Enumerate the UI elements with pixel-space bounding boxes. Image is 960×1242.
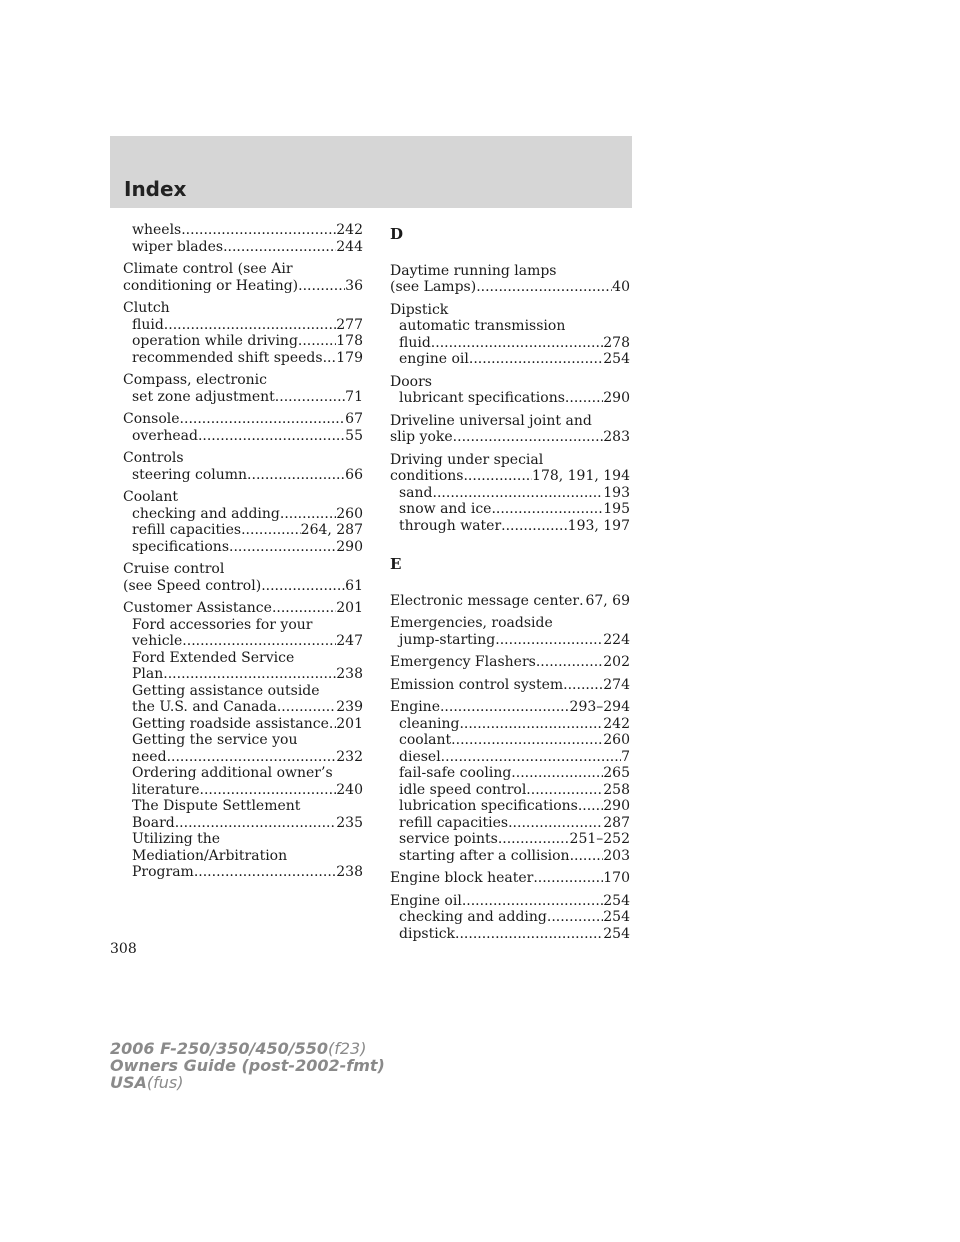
dot-leader bbox=[440, 699, 570, 716]
index-term: lubricant specifications bbox=[399, 390, 565, 406]
dot-leader bbox=[280, 506, 336, 523]
index-line bbox=[390, 677, 630, 694]
index-page-ref: 293–294 bbox=[569, 699, 630, 715]
page-number: 308 bbox=[110, 941, 137, 957]
index-line bbox=[390, 870, 630, 887]
index-page-ref: 287 bbox=[603, 814, 630, 831]
index-line bbox=[123, 222, 363, 239]
index-line bbox=[123, 522, 363, 539]
index-term: Getting the service you bbox=[132, 732, 298, 748]
index-line bbox=[390, 782, 630, 799]
index-page-ref: 258 bbox=[603, 781, 630, 798]
index-page-ref: 290 bbox=[336, 538, 363, 555]
index-line bbox=[123, 782, 363, 799]
index-line bbox=[390, 815, 630, 832]
index-line bbox=[123, 600, 363, 617]
dot-leader bbox=[453, 429, 604, 446]
index-line bbox=[390, 318, 630, 335]
index-entry bbox=[390, 593, 630, 610]
dot-leader bbox=[441, 749, 621, 766]
index-page-ref: 235 bbox=[336, 814, 363, 831]
index-entry bbox=[123, 411, 363, 444]
index-line bbox=[390, 335, 630, 352]
dot-leader bbox=[459, 716, 603, 733]
dot-leader bbox=[329, 716, 336, 733]
index-entry bbox=[123, 222, 363, 255]
index-line bbox=[390, 732, 630, 749]
index-term: Electronic message center bbox=[390, 592, 580, 609]
dot-leader bbox=[508, 815, 603, 832]
index-page-ref: 238 bbox=[336, 666, 363, 682]
index-line bbox=[390, 263, 630, 280]
index-page-ref: 203 bbox=[603, 847, 630, 864]
index-term: checking and adding bbox=[399, 909, 547, 925]
index-entry bbox=[123, 372, 363, 405]
index-page-ref: 277 bbox=[336, 316, 363, 333]
index-page-ref: 242 bbox=[603, 715, 630, 732]
index-entry bbox=[123, 489, 363, 555]
index-entry bbox=[390, 413, 630, 446]
index-term: Emergency Flashers bbox=[390, 654, 536, 670]
index-line bbox=[390, 501, 630, 518]
index-term: jump-starting bbox=[399, 631, 496, 648]
index-page-ref: 251–252 bbox=[569, 831, 630, 847]
index-line bbox=[123, 372, 363, 389]
index-page-ref: 201 bbox=[336, 600, 363, 616]
dot-leader bbox=[533, 870, 603, 887]
index-line bbox=[123, 239, 363, 256]
footer-guide: Owners Guide (post-2002-fmt) bbox=[110, 1056, 385, 1075]
index-line bbox=[123, 633, 363, 650]
index-term: wheels bbox=[132, 222, 182, 238]
index-page-ref: 244 bbox=[336, 238, 363, 255]
index-entry bbox=[390, 263, 630, 296]
index-entry bbox=[390, 870, 630, 887]
dot-leader bbox=[462, 893, 603, 910]
index-term: set zone adjustment bbox=[132, 388, 275, 405]
index-line bbox=[123, 798, 363, 815]
index-page-ref: 7 bbox=[621, 748, 630, 765]
dot-leader bbox=[261, 578, 345, 595]
index-page-ref: 178, 191, 194 bbox=[532, 468, 630, 484]
index-line bbox=[123, 617, 363, 634]
index-term: Emission control system bbox=[390, 676, 564, 693]
dot-leader bbox=[175, 815, 337, 832]
document-footer bbox=[110, 1040, 385, 1091]
index-term: through water bbox=[399, 517, 502, 534]
index-line bbox=[123, 333, 363, 350]
dot-leader bbox=[223, 239, 336, 256]
index-line bbox=[390, 926, 630, 943]
index-entry bbox=[123, 300, 363, 366]
index-line bbox=[123, 699, 363, 716]
index-page-ref: 247 bbox=[336, 633, 363, 649]
index-page-ref: 224 bbox=[603, 631, 630, 648]
index-page-ref: 193, 197 bbox=[567, 517, 630, 534]
index-term: Clutch bbox=[123, 300, 170, 316]
index-line bbox=[123, 450, 363, 467]
index-term: fluid bbox=[399, 334, 431, 351]
index-term: automatic transmission bbox=[399, 318, 566, 334]
dot-leader bbox=[563, 677, 603, 694]
dot-leader bbox=[200, 782, 337, 799]
index-term: Driving under special bbox=[390, 451, 544, 468]
index-line bbox=[123, 261, 363, 278]
index-term: Program bbox=[132, 864, 194, 880]
dot-leader bbox=[570, 848, 604, 865]
footer-model: 2006 F-250/350/450/550 bbox=[110, 1039, 328, 1058]
index-term: Plan bbox=[132, 666, 164, 682]
index-page-ref: 193 bbox=[603, 484, 630, 501]
index-entry bbox=[123, 450, 363, 483]
index-page-ref: 260 bbox=[336, 505, 363, 522]
index-column-right bbox=[390, 222, 630, 948]
index-entry bbox=[390, 677, 630, 694]
index-line bbox=[123, 716, 363, 733]
section-letter: E bbox=[390, 555, 402, 573]
index-line bbox=[123, 506, 363, 523]
dot-leader bbox=[451, 732, 603, 749]
index-term: conditions bbox=[390, 468, 464, 484]
index-page-ref: 55 bbox=[345, 427, 363, 444]
index-line bbox=[390, 452, 630, 469]
dot-leader bbox=[511, 765, 603, 782]
dot-leader bbox=[181, 222, 336, 239]
dot-leader bbox=[547, 909, 603, 926]
dot-leader bbox=[565, 390, 603, 407]
index-page-ref: 260 bbox=[603, 732, 630, 748]
index-term: Driveline universal joint and bbox=[390, 412, 592, 429]
dot-leader bbox=[272, 600, 336, 617]
index-line bbox=[390, 302, 630, 319]
index-line bbox=[390, 374, 630, 391]
index-line bbox=[123, 428, 363, 445]
index-page-ref: 66 bbox=[345, 466, 363, 483]
index-column-left bbox=[123, 222, 363, 887]
index-term: snow and ice bbox=[399, 501, 492, 517]
index-entry bbox=[390, 654, 630, 671]
index-line bbox=[123, 539, 363, 556]
index-line bbox=[390, 593, 630, 610]
index-page-ref: 242 bbox=[336, 222, 363, 238]
index-line bbox=[123, 278, 363, 295]
index-entry bbox=[123, 261, 363, 294]
index-page-ref: 179 bbox=[336, 349, 363, 366]
index-term: Console bbox=[123, 411, 180, 427]
index-page-ref: 170 bbox=[603, 870, 630, 886]
index-line bbox=[123, 389, 363, 406]
index-term: Getting assistance outside bbox=[132, 682, 320, 699]
dot-leader bbox=[469, 351, 603, 368]
index-page-ref: 201 bbox=[336, 715, 363, 732]
index-page-ref: 290 bbox=[603, 798, 630, 814]
dot-leader bbox=[298, 333, 336, 350]
index-term: Customer Assistance bbox=[123, 600, 272, 616]
index-term: lubrication specifications bbox=[399, 798, 578, 814]
index-line bbox=[390, 798, 630, 815]
index-entry bbox=[390, 615, 630, 648]
index-term: Ford Extended Service bbox=[132, 649, 295, 666]
index-term: Ford accessories for your bbox=[132, 616, 313, 633]
index-page-ref: 278 bbox=[603, 334, 630, 351]
index-term: starting after a collision bbox=[399, 847, 570, 864]
index-term: diesel bbox=[399, 748, 441, 765]
index-term: fail-safe cooling bbox=[399, 765, 512, 781]
dot-leader bbox=[578, 798, 603, 815]
dot-leader bbox=[463, 468, 532, 485]
dot-leader bbox=[495, 632, 603, 649]
index-line bbox=[123, 650, 363, 667]
dot-leader bbox=[182, 633, 336, 650]
index-entry bbox=[123, 561, 363, 594]
index-page-ref: 36 bbox=[345, 277, 363, 294]
index-entry bbox=[390, 302, 630, 368]
index-page-ref: 283 bbox=[603, 429, 630, 445]
index-line bbox=[123, 350, 363, 367]
index-line bbox=[390, 279, 630, 296]
index-term: Dipstick bbox=[390, 301, 449, 318]
dot-leader bbox=[526, 782, 603, 799]
index-line bbox=[390, 699, 630, 716]
index-line bbox=[390, 716, 630, 733]
index-line bbox=[390, 615, 630, 632]
index-term: Mediation/Arbitration bbox=[132, 847, 288, 864]
index-line bbox=[123, 300, 363, 317]
index-line bbox=[390, 518, 630, 535]
index-page-ref: 265 bbox=[603, 765, 630, 781]
dot-leader bbox=[167, 749, 337, 766]
index-line bbox=[390, 413, 630, 430]
index-term: Emergencies, roadside bbox=[390, 615, 553, 631]
index-term: Compass, electronic bbox=[123, 372, 267, 388]
index-term: recommended shift speeds bbox=[132, 349, 323, 366]
index-term: the U.S. and Canada bbox=[132, 699, 277, 715]
index-page-ref: 254 bbox=[603, 892, 630, 909]
index-page-ref: 40 bbox=[612, 279, 630, 295]
dot-leader bbox=[163, 666, 336, 683]
index-line bbox=[123, 749, 363, 766]
dot-leader bbox=[536, 654, 603, 671]
index-term: Cruise control bbox=[123, 561, 225, 577]
index-line bbox=[390, 831, 630, 848]
section-letter: D bbox=[390, 225, 404, 243]
index-line bbox=[123, 578, 363, 595]
index-line bbox=[390, 654, 630, 671]
index-term: vehicle bbox=[132, 633, 183, 649]
footer-line-model bbox=[110, 1040, 385, 1057]
index-term: checking and adding bbox=[132, 505, 280, 522]
index-term: Utilizing the bbox=[132, 831, 221, 847]
index-term: specifications bbox=[132, 538, 230, 555]
index-term: wiper blades bbox=[132, 238, 224, 255]
dot-leader bbox=[180, 411, 346, 428]
footer-region-code: (fus) bbox=[146, 1073, 184, 1092]
index-term: Daytime running lamps bbox=[390, 262, 557, 279]
index-term: Engine bbox=[390, 699, 440, 715]
index-page-ref: 254 bbox=[603, 925, 630, 942]
index-line bbox=[390, 390, 630, 407]
index-line bbox=[390, 468, 630, 485]
index-term: conditioning or Heating) bbox=[123, 277, 299, 294]
header-band bbox=[110, 136, 632, 208]
index-page-ref: 254 bbox=[603, 351, 630, 367]
index-line bbox=[123, 467, 363, 484]
index-term: (see Lamps) bbox=[390, 279, 477, 295]
index-term: The Dispute Settlement bbox=[132, 798, 301, 814]
index-line bbox=[123, 666, 363, 683]
index-line bbox=[390, 848, 630, 865]
index-term: coolant bbox=[399, 732, 452, 748]
index-term: Engine block heater bbox=[390, 870, 534, 886]
index-entry bbox=[390, 699, 630, 864]
dot-leader bbox=[431, 335, 603, 352]
index-term: sand bbox=[399, 484, 433, 501]
index-term: fluid bbox=[132, 316, 164, 333]
index-line bbox=[390, 909, 630, 926]
index-term: Engine oil bbox=[390, 892, 462, 909]
index-term: idle speed control bbox=[399, 781, 527, 798]
index-line bbox=[390, 632, 630, 649]
index-line bbox=[123, 765, 363, 782]
index-page-ref: 67, 69 bbox=[585, 592, 630, 609]
index-line bbox=[123, 815, 363, 832]
index-page-ref: 240 bbox=[336, 781, 363, 798]
index-line bbox=[390, 765, 630, 782]
index-line bbox=[390, 429, 630, 446]
dot-leader bbox=[164, 317, 336, 334]
footer-model-code: (f23) bbox=[328, 1039, 367, 1058]
index-term: Doors bbox=[390, 373, 432, 390]
dot-leader bbox=[229, 539, 336, 556]
index-entry bbox=[390, 452, 630, 535]
index-term: service points bbox=[399, 831, 498, 847]
index-line bbox=[123, 317, 363, 334]
index-line bbox=[123, 732, 363, 749]
index-term: dipstick bbox=[399, 925, 456, 942]
index-line bbox=[390, 351, 630, 368]
index-page-ref: 71 bbox=[345, 388, 363, 405]
dot-leader bbox=[491, 501, 603, 518]
index-line bbox=[123, 489, 363, 506]
index-page-ref: 274 bbox=[603, 676, 630, 693]
dot-leader bbox=[323, 350, 337, 367]
index-line bbox=[123, 561, 363, 578]
index-term: engine oil bbox=[399, 351, 469, 367]
page-title: Index bbox=[124, 177, 187, 201]
footer-region: USA bbox=[110, 1073, 147, 1092]
index-page-ref: 195 bbox=[603, 501, 630, 517]
index-term: need bbox=[132, 748, 167, 765]
index-page-ref: 202 bbox=[603, 654, 630, 670]
index-page-ref: 290 bbox=[603, 390, 630, 406]
index-line bbox=[390, 893, 630, 910]
index-term: cleaning bbox=[399, 715, 460, 732]
index-term: Board bbox=[132, 814, 175, 831]
index-line bbox=[390, 485, 630, 502]
dot-leader bbox=[275, 389, 345, 406]
index-page-ref: 67 bbox=[345, 411, 363, 427]
index-term: operation while driving bbox=[132, 333, 298, 349]
dot-leader bbox=[298, 278, 345, 295]
dot-leader bbox=[498, 831, 570, 848]
index-term: refill capacities bbox=[132, 522, 242, 538]
index-term: Climate control (see Air bbox=[123, 261, 293, 277]
index-page-ref: 178 bbox=[336, 333, 363, 349]
index-term: Ordering additional owner’s bbox=[132, 765, 333, 781]
footer-line-guide bbox=[110, 1057, 385, 1074]
index-page-ref: 254 bbox=[603, 909, 630, 925]
index-entry bbox=[390, 374, 630, 407]
dot-leader bbox=[198, 428, 345, 445]
index-line bbox=[123, 683, 363, 700]
footer-line-region bbox=[110, 1074, 385, 1091]
dot-leader bbox=[455, 926, 603, 943]
dot-leader bbox=[194, 864, 336, 881]
index-term: slip yoke bbox=[390, 429, 453, 445]
index-term: steering column bbox=[132, 466, 248, 483]
index-term: (see Speed control) bbox=[123, 577, 262, 594]
index-entry bbox=[390, 893, 630, 943]
index-term: Controls bbox=[123, 450, 184, 466]
index-term: refill capacities bbox=[399, 814, 509, 831]
dot-leader bbox=[501, 518, 568, 535]
index-page-ref: 239 bbox=[336, 699, 363, 715]
dot-leader bbox=[277, 699, 336, 716]
index-line bbox=[123, 411, 363, 428]
index-page-ref: 238 bbox=[336, 864, 363, 880]
index-page-ref: 232 bbox=[336, 748, 363, 765]
dot-leader bbox=[476, 279, 612, 296]
index-line bbox=[123, 831, 363, 848]
index-line bbox=[390, 749, 630, 766]
index-term: literature bbox=[132, 781, 200, 798]
index-page-ref: 264, 287 bbox=[300, 522, 363, 538]
dot-leader bbox=[433, 485, 604, 502]
index-line bbox=[123, 848, 363, 865]
index-term: Getting roadside assistance bbox=[132, 715, 329, 732]
index-entry bbox=[123, 600, 363, 881]
index-line bbox=[123, 864, 363, 881]
index-term: overhead bbox=[132, 427, 198, 444]
dot-leader bbox=[247, 467, 345, 484]
index-term: Coolant bbox=[123, 489, 179, 505]
index-page-ref: 61 bbox=[345, 577, 363, 594]
dot-leader bbox=[241, 522, 301, 539]
